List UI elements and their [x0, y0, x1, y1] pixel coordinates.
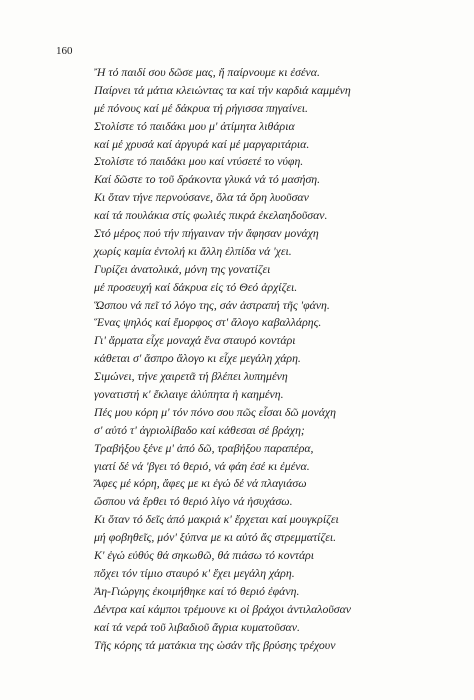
poem-line: γιατί δέ νά 'βγει τό θεριό, νά φάη ἐσέ κι ἐμένα. [94, 458, 310, 473]
poem-line: μέ πόνους καί μέ δάκρυα τή ρήγισσα πηγαίνει. [94, 100, 309, 115]
poem-line: καί τά νερά τοῦ λιβαδιοῦ ἄγρια κυματοῦσαν. [94, 619, 300, 634]
poem-line: πὄχει τόν τίμιο σταυρό κ' ἔχει μεγάλη χάρη. [94, 565, 295, 580]
poem-line: Κι ὅταν τήνε περνούσανε, ὅλα τά ὄρη λυοῦσαν [94, 190, 309, 205]
poem-line: Στολίστε τό παιδάκι μου καί ντύσετέ το νύφη. [94, 154, 304, 169]
poem-line: μή φοβηθεῖς, μόν' ξύπνα με κι αὐτό ἄς στρεμματίζει. [94, 530, 337, 545]
poem-line: Τραβήξου ξένε μ' ἀπό δῶ, τραβήξου παραπέρα, [94, 440, 314, 455]
poem-line: Ἤ τό παιδί σου δῶσε μας, ἤ παίρνουμε κι ἐσένα. [94, 65, 320, 79]
poem-line: Ὥσπου νά πεῖ τό λόγο της, σάν ἀστραπή τῆς 'φάνη. [94, 297, 330, 312]
poem-line: Δέντρα καί κάμποι τρέμουνε κι οἱ βράχοι ἀντιλαλοῦσαν [94, 601, 352, 616]
page-number: 160 [56, 45, 73, 57]
poem-line: κάθεται σ' ἄσπρο ἄλογο κι εἶχε μεγάλη χάρη. [94, 351, 301, 366]
poem-line: Παίρνει τά μάτια κλειώντας τα καί τήν καρδιά καμμένη [94, 82, 351, 97]
poem-line: Ἕνας ψηλός καί ἔμορφος στ' ἄλογο καβαλλάρης. [94, 315, 322, 330]
poem-line: Καί δῶστε το τοῦ δράκοντα γλυκά νά τό μασήση. [94, 172, 321, 187]
poem-line: Γυρίζει ἀνατολικά, μόνη της γονατίζει [94, 261, 271, 276]
poem-line: ὥσπου νά ἔρθει τό θεριό λίγο νά ἡσυχάσω. [94, 494, 293, 509]
poem-line: Πές μου κόρη μ' τόν πόνο σου πῶς εἶσαι δῶ μονάχη [94, 404, 336, 419]
poem-line: καί μέ χρυσά καί ἀργυρά καί μέ μαργαριτάρια. [94, 136, 310, 151]
poem-line: Τῆς κόρης τά ματάκια της ὡσάν τῆς βρύσης τρέχουν [94, 637, 336, 652]
poem-line: χωρίς καμία ἐντολή κι ἄλλη ἐλπίδα νά 'χει. [94, 243, 292, 258]
poem-line: Κι ὅταν τό δεῖς ἀπό μακριά κ' ἔρχεται καί μουγκρίζει [94, 512, 339, 527]
poem-line: Σιμώνει, τήνε χαιρετᾶ τή βλέπει λυπημένη [94, 369, 288, 384]
poem-line: σ' αὐτό τ' ἀγριολίβαδο καί κάθεσαι σέ βράχη; [94, 422, 305, 437]
poem-line: Κ' ἐγώ εὐθύς θά σηκωθῶ, θά πιάσω τό κοντάρι [94, 548, 315, 563]
poem-line: μέ προσευχή καί δάκρυα εἰς τό Θεό ἀρχίζει. [94, 279, 298, 294]
poem-line: Γι' ἅρματα εἶχε μοναχά ἕνα σταυρό κοντάρι [94, 333, 296, 348]
poem-line: καί τά πουλάκια στίς φωλιές πικρά ἐκελαηδοῦσαν. [94, 208, 328, 223]
poem-line: Στολίστε τό παιδάκι μου μ' ἀτίμητα λιθάρια [94, 118, 295, 133]
poem-line: Ἄφες μέ κόρη, ἄφες με κι ἐγώ δέ νά πλαγιάσω [94, 476, 307, 491]
poem-line: Ἀη-Γιώργης ἐκοιμήθηκε καί τό θεριό ἐφάνη. [94, 583, 300, 598]
poem-line: Στό μέρος πού τήν πήγαιναν τήν ἄφησαν μονάχη [94, 226, 319, 241]
poem-line: γονατιστή κ' ἔκλαιγε ἀλύπητα ἡ καημένη. [94, 387, 284, 402]
poem-text [94, 64, 464, 654]
